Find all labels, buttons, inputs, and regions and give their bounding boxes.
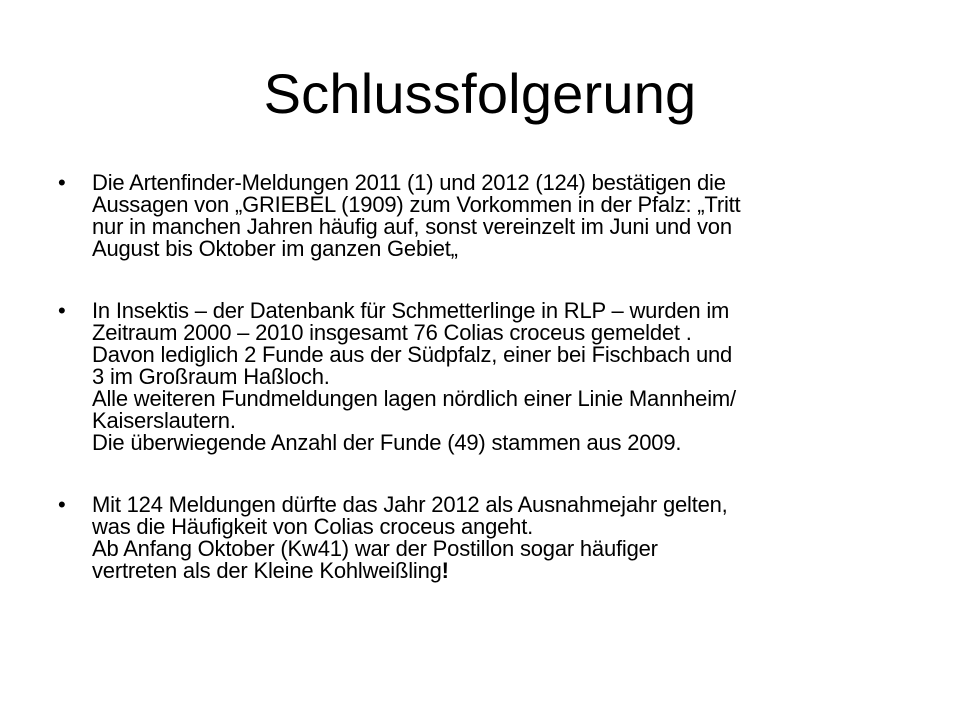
bullet-2-line-7: Die überwiegende Anzahl der Funde (49) stammen aus 2009. xyxy=(92,430,682,455)
bullet-2-line-2: Zeitraum 2000 – 2010 insgesamt 76 Colias croceus gemeldet . xyxy=(92,320,692,345)
bullet-1-line-3: nur in manchen Jahren häufig auf, sonst vereinzelt im Juni und von xyxy=(92,214,732,239)
bullet-3-line-4-text: vertreten als der Kleine Kohlweißling xyxy=(92,558,442,583)
bullet-item-3 xyxy=(58,494,918,582)
bullet-2-line-3: Davon lediglich 2 Funde aus der Südpfalz, einer bei Fischbach und xyxy=(92,342,733,367)
bullet-2-line-5: Alle weiteren Fundmeldungen lagen nördlich einer Linie Mannheim/ xyxy=(92,386,736,411)
bullet-2-line-6: Kaiserslautern. xyxy=(92,408,236,433)
bullet-item-2 xyxy=(58,300,918,454)
bullet-3-line-2: was die Häufigkeit von Colias croceus angeht. xyxy=(92,514,534,539)
bullet-dot-icon: • xyxy=(58,298,66,323)
bullet-2-line-1: In Insektis – der Datenbank für Schmetterlinge in RLP – wurden im xyxy=(92,298,730,323)
bullet-3-line-4 xyxy=(92,560,918,582)
bullet-dot-icon: • xyxy=(58,492,66,517)
bullet-3-exclamation: ! xyxy=(441,558,449,583)
bullet-3-line-3: Ab Anfang Oktober (Kw41) war der Postillon sogar häufiger xyxy=(92,536,658,561)
bullet-1-line-1: Die Artenfinder-Meldungen 2011 (1) und 2012 (124) bestätigen die xyxy=(92,170,726,195)
slide-title: Schlussfolgerung xyxy=(263,62,697,125)
bullet-1-line-4: August bis Oktober im ganzen Gebiet„ xyxy=(92,236,458,261)
bullet-item-1 xyxy=(58,172,918,260)
bullet-list xyxy=(58,172,918,582)
bullet-3-line-1: Mit 124 Meldungen dürfte das Jahr 2012 als Ausnahmejahr gelten, xyxy=(92,492,728,517)
bullet-2-line-4: 3 im Großraum Haßloch. xyxy=(92,364,330,389)
bullet-1-line-2: Aussagen von „GRIEBEL (1909) zum Vorkommen in der Pfalz: „Tritt xyxy=(92,192,741,217)
bullet-dot-icon: • xyxy=(58,170,66,195)
